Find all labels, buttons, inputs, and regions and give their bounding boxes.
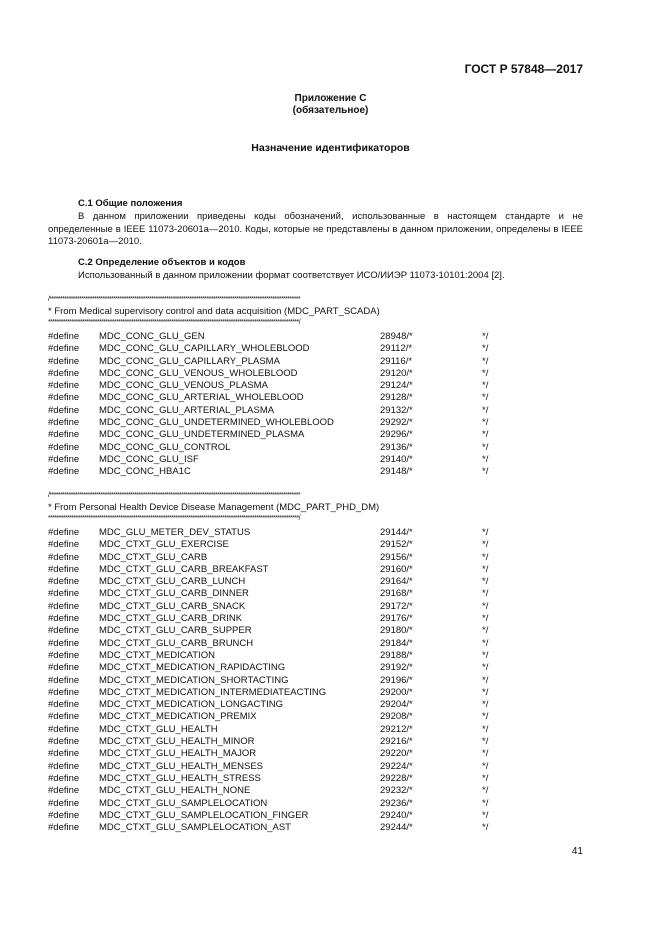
define-row — [48, 454, 508, 466]
define-keyword: #define — [48, 331, 80, 342]
define-name: MDC_CONC_GLU_VENOUS_WHOLEBLOOD — [99, 367, 298, 379]
define-code: 29184/* — [380, 637, 413, 649]
define-keyword: #define — [48, 355, 80, 367]
define-keyword: #define — [48, 588, 80, 600]
define-row — [48, 613, 508, 625]
annex-title: Приложение С — [294, 93, 367, 104]
define-comment-end: */ — [482, 367, 489, 379]
define-comment-end: */ — [482, 699, 489, 711]
define-comment-end: */ — [482, 785, 489, 797]
define-name: MDC_CONC_GLU_CONTROL — [99, 441, 231, 453]
define-comment-end: */ — [482, 748, 489, 760]
define-comment-end: */ — [482, 797, 489, 809]
define-name: MDC_CTXT_GLU_CARB_SNACK — [99, 600, 246, 612]
define-code: 29228/* — [380, 772, 413, 784]
define-row — [48, 466, 508, 478]
block-2-open-comment: /********************************************************************************************************************** — [48, 492, 300, 499]
block-1-defines — [48, 331, 508, 479]
page-title: Назначение идентификаторов — [251, 142, 410, 154]
define-name: MDC_CTXT_MEDICATION_LONGACTING — [99, 699, 284, 711]
define-comment-end: */ — [482, 686, 489, 698]
define-row — [48, 810, 508, 822]
define-keyword: #define — [48, 551, 80, 563]
define-comment-end: */ — [482, 429, 489, 441]
define-comment-end: */ — [482, 711, 489, 723]
define-comment-end: */ — [482, 343, 489, 355]
define-row — [48, 748, 508, 760]
define-name: MDC_CTXT_MEDICATION_RAPIDACTING — [99, 662, 286, 674]
annex-heading — [0, 93, 661, 117]
section-2-heading: С.2 Определение объектов и кодов — [78, 257, 246, 268]
define-keyword: #define — [48, 809, 80, 821]
define-code: 29172/* — [380, 600, 413, 612]
define-comment-end: */ — [482, 331, 489, 342]
define-code: 29232/* — [380, 785, 413, 797]
define-name: MDC_CONC_GLU_UNDETERMINED_PLASMA — [99, 429, 305, 441]
define-name: MDC_CTXT_GLU_SAMPLELOCATION_FINGER — [99, 809, 309, 821]
define-comment-end: */ — [482, 551, 489, 563]
define-code: 29180/* — [380, 625, 413, 637]
define-keyword: #define — [48, 600, 80, 612]
define-row — [48, 650, 508, 662]
define-keyword: #define — [48, 563, 80, 575]
define-code: 29216/* — [380, 736, 413, 748]
block-2-defines — [48, 527, 508, 834]
define-keyword: #define — [48, 429, 80, 441]
block-2-close-comment: **********************************************************************************************************************/ — [48, 515, 300, 522]
define-row — [48, 539, 508, 551]
define-row — [48, 588, 508, 600]
define-row — [48, 331, 508, 343]
define-comment-end: */ — [482, 539, 489, 551]
define-comment-end: */ — [482, 355, 489, 367]
define-keyword: #define — [48, 736, 80, 748]
define-comment-end: */ — [482, 760, 489, 772]
define-keyword: #define — [48, 797, 80, 809]
define-code: 29120/* — [380, 367, 413, 379]
define-keyword: #define — [48, 343, 80, 355]
define-comment-end: */ — [482, 809, 489, 821]
define-name: MDC_CTXT_GLU_HEALTH_STRESS — [99, 772, 261, 784]
define-code: 29160/* — [380, 563, 413, 575]
define-row — [48, 711, 508, 723]
page-number: 41 — [571, 846, 583, 857]
define-keyword: #define — [48, 392, 80, 404]
define-row — [48, 527, 508, 539]
define-row — [48, 405, 508, 417]
define-keyword: #define — [48, 539, 80, 551]
define-row — [48, 380, 508, 392]
define-name: MDC_CTXT_GLU_CARB_DINNER — [99, 588, 249, 600]
section-2-text: Использованный в данном приложении формат соответствует ИСО/ИИЭР 11073-10101:2004 [2]. — [78, 270, 505, 281]
define-row — [48, 356, 508, 368]
define-row — [48, 429, 508, 441]
define-name: MDC_CONC_GLU_ARTERIAL_PLASMA — [99, 404, 275, 416]
define-comment-end: */ — [482, 625, 489, 637]
define-row — [48, 576, 508, 588]
define-code: 29188/* — [380, 649, 413, 661]
define-name: MDC_CTXT_MEDICATION_SHORTACTING — [99, 674, 289, 686]
define-keyword: #define — [48, 367, 80, 379]
define-keyword: #define — [48, 441, 80, 453]
define-comment-end: */ — [482, 588, 489, 600]
define-code: 29136/* — [380, 441, 413, 453]
define-code: 29236/* — [380, 797, 413, 809]
define-name: MDC_CTXT_GLU_CARB_BRUNCH — [99, 637, 254, 649]
define-row — [48, 417, 508, 429]
define-name: MDC_CONC_GLU_ISF — [99, 453, 199, 465]
define-row — [48, 785, 508, 797]
define-comment-end: */ — [482, 466, 489, 478]
define-comment-end: */ — [482, 441, 489, 453]
define-keyword: #define — [48, 380, 80, 392]
define-code: 29168/* — [380, 588, 413, 600]
define-code: 29224/* — [380, 760, 413, 772]
define-name: MDC_CONC_GLU_CAPILLARY_WHOLEBLOOD — [99, 343, 310, 355]
define-code: 29212/* — [380, 723, 413, 735]
define-comment-end: */ — [482, 723, 489, 735]
define-code: 29176/* — [380, 613, 413, 625]
define-row — [48, 442, 508, 454]
define-code: 29128/* — [380, 392, 413, 404]
define-name: MDC_CTXT_GLU_CARB_LUNCH — [99, 576, 246, 588]
define-name: MDC_CTXT_GLU_CARB — [99, 551, 208, 563]
section-1-heading: С.1 Общие положения — [78, 198, 183, 209]
define-code: 29192/* — [380, 662, 413, 674]
define-name: MDC_CTXT_GLU_HEALTH_MINOR — [99, 736, 255, 748]
define-name: MDC_CTXT_MEDICATION_PREMIX — [99, 711, 257, 723]
define-row — [48, 675, 508, 687]
define-name: MDC_CTXT_GLU_EXERCISE — [99, 539, 229, 551]
define-comment-end: */ — [482, 736, 489, 748]
define-keyword: #define — [48, 404, 80, 416]
define-code: 29164/* — [380, 576, 413, 588]
define-row — [48, 638, 508, 650]
define-code: 29220/* — [380, 748, 413, 760]
define-code: 29116/* — [380, 355, 413, 367]
define-code: 29208/* — [380, 711, 413, 723]
define-code: 29240/* — [380, 809, 413, 821]
define-keyword: #define — [48, 417, 80, 429]
define-name: MDC_CTXT_GLU_SAMPLELOCATION_AST — [99, 822, 291, 834]
define-name: MDC_CONC_GLU_ARTERIAL_WHOLEBLOOD — [99, 392, 304, 404]
define-comment-end: */ — [482, 649, 489, 661]
define-name: MDC_CTXT_MEDICATION_INTERMEDIATEACTING — [99, 686, 327, 698]
define-name: MDC_CONC_GLU_CAPILLARY_PLASMA — [99, 355, 280, 367]
define-code: 29196/* — [380, 674, 413, 686]
define-name: MDC_CTXT_GLU_HEALTH_MAJOR — [99, 748, 257, 760]
define-code: 29200/* — [380, 686, 413, 698]
define-row — [48, 822, 508, 834]
define-code: 29204/* — [380, 699, 413, 711]
define-code: 29148/* — [380, 466, 413, 478]
define-comment-end: */ — [482, 453, 489, 465]
define-row — [48, 552, 508, 564]
block-1-open-comment: /********************************************************************************************************************** — [48, 296, 300, 303]
define-comment-end: */ — [482, 613, 489, 625]
define-comment-end: */ — [482, 772, 489, 784]
define-code: 29112/* — [380, 343, 413, 355]
define-row — [48, 687, 508, 699]
define-name: MDC_CTXT_GLU_HEALTH_NONE — [99, 785, 251, 797]
define-code: 29140/* — [380, 453, 413, 465]
define-keyword: #define — [48, 699, 80, 711]
define-name: MDC_CTXT_GLU_HEALTH_MENSES — [99, 760, 264, 772]
define-row — [48, 699, 508, 711]
define-row — [48, 368, 508, 380]
define-name: MDC_CTXT_MEDICATION — [99, 649, 215, 661]
define-name: MDC_CONC_GLU_UNDETERMINED_WHOLEBLOOD — [99, 417, 334, 429]
define-comment-end: */ — [482, 637, 489, 649]
define-keyword: #define — [48, 772, 80, 784]
define-comment-end: */ — [482, 380, 489, 392]
define-code: 29132/* — [380, 404, 413, 416]
define-comment-end: */ — [482, 674, 489, 686]
define-code: 29244/* — [380, 822, 413, 834]
define-row — [48, 625, 508, 637]
define-keyword: #define — [48, 613, 80, 625]
define-keyword: #define — [48, 785, 80, 797]
define-comment-end: */ — [482, 392, 489, 404]
define-code: 28948/* — [380, 331, 413, 342]
define-keyword: #define — [48, 527, 80, 538]
define-name: MDC_CTXT_GLU_CARB_SUPPER — [99, 625, 252, 637]
define-code: 29152/* — [380, 539, 413, 551]
define-keyword: #define — [48, 466, 80, 478]
define-keyword: #define — [48, 576, 80, 588]
define-keyword: #define — [48, 625, 80, 637]
define-comment-end: */ — [482, 417, 489, 429]
define-keyword: #define — [48, 662, 80, 674]
block-2-comment: * From Personal Health Device Disease Management (MDC_PART_PHD_DM) — [48, 502, 380, 513]
define-name: MDC_CONC_GLU_GEN — [99, 331, 205, 342]
define-comment-end: */ — [482, 563, 489, 575]
define-keyword: #define — [48, 748, 80, 760]
define-comment-end: */ — [482, 576, 489, 588]
define-keyword: #define — [48, 637, 80, 649]
define-name: MDC_CTXT_GLU_HEALTH — [99, 723, 218, 735]
section-1-text: В данном приложении приведены коды обозначений, использованные в настоящем стандарте и не определенные в IEEE 11073-20601а—2010. Коды, которые не представлены в данном приложении, определены в IEEE 11073-20601а—2010. — [48, 211, 583, 247]
define-row — [48, 564, 508, 576]
define-code: 29144/* — [380, 527, 413, 538]
define-name: MDC_CTXT_GLU_SAMPLELOCATION — [99, 797, 268, 809]
define-name: MDC_CONC_HBA1C — [99, 466, 191, 478]
define-keyword: #define — [48, 723, 80, 735]
define-row — [48, 761, 508, 773]
annex-subtitle: (обязательное) — [292, 105, 369, 116]
define-row — [48, 601, 508, 613]
define-comment-end: */ — [482, 600, 489, 612]
define-comment-end: */ — [482, 822, 489, 834]
define-row — [48, 798, 508, 810]
define-name: MDC_CONC_GLU_VENOUS_PLASMA — [99, 380, 268, 392]
define-row — [48, 392, 508, 404]
block-1-comment: * From Medical supervisory control and data acquisition (MDC_PART_SCADA) — [48, 306, 380, 317]
define-row — [48, 662, 508, 674]
define-row — [48, 724, 508, 736]
define-keyword: #define — [48, 711, 80, 723]
define-comment-end: */ — [482, 662, 489, 674]
define-keyword: #define — [48, 760, 80, 772]
define-code: 29292/* — [380, 417, 413, 429]
define-code: 29156/* — [380, 551, 413, 563]
define-keyword: #define — [48, 686, 80, 698]
define-code: 29124/* — [380, 380, 413, 392]
block-1-close-comment: **********************************************************************************************************************/ — [48, 319, 300, 326]
define-code: 29296/* — [380, 429, 413, 441]
define-row — [48, 343, 508, 355]
define-comment-end: */ — [482, 404, 489, 416]
define-keyword: #define — [48, 822, 80, 834]
define-keyword: #define — [48, 649, 80, 661]
define-name: MDC_GLU_METER_DEV_STATUS — [99, 527, 251, 538]
define-keyword: #define — [48, 674, 80, 686]
define-name: MDC_CTXT_GLU_CARB_BREAKFAST — [99, 563, 269, 575]
define-row — [48, 773, 508, 785]
define-keyword: #define — [48, 453, 80, 465]
define-comment-end: */ — [482, 527, 489, 538]
define-row — [48, 736, 508, 748]
standard-number: ГОСТ Р 57848—2017 — [464, 62, 583, 76]
define-name: MDC_CTXT_GLU_CARB_DRINK — [99, 613, 243, 625]
